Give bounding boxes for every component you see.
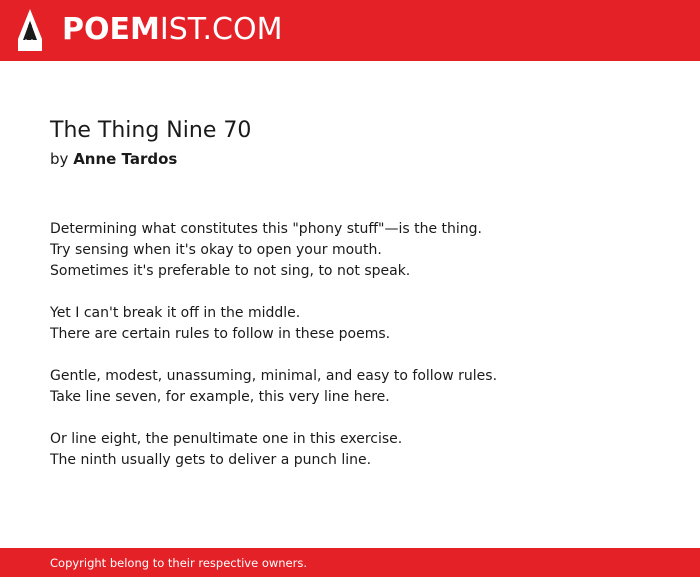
poem-line: Gentle, modest, unassuming, minimal, and easy to follow rules. — [50, 368, 498, 384]
stanza — [50, 366, 497, 408]
poem-line: There are certain rules to follow in these poems. — [50, 326, 391, 342]
by-label: by — [50, 150, 69, 168]
stanza — [50, 219, 497, 282]
stanza — [50, 429, 497, 471]
poem-line: Take line seven, for example, this very line here. — [50, 389, 390, 405]
poem-body — [50, 219, 497, 492]
stanza — [50, 303, 497, 345]
author-name[interactable]: Anne Tardos — [73, 150, 178, 168]
poem-line: The ninth usually gets to deliver a punch line. — [50, 452, 372, 468]
poem-line: Or line eight, the penultimate one in this exercise. — [50, 431, 403, 447]
copyright-text: Copyright belong to their respective owners. — [50, 556, 308, 570]
pencil-tip-icon[interactable] — [18, 9, 42, 51]
site-footer — [0, 548, 700, 577]
byline — [50, 150, 177, 169]
poem-line: Try sensing when it's okay to open your mouth. — [50, 242, 382, 258]
poem-line: Yet I can't break it off in the middle. — [50, 305, 301, 321]
poem-line: Sometimes it's preferable to not sing, to not speak. — [50, 263, 411, 279]
site-header — [0, 0, 700, 61]
logo-light-text: IST.COM — [159, 12, 283, 47]
poem-title: The Thing Nine 70 — [50, 118, 252, 143]
logo-bold-text: POEM — [62, 12, 160, 47]
poem-line: Determining what constitutes this "phony stuff"—is the thing. — [50, 221, 482, 237]
site-logo[interactable] — [62, 12, 282, 48]
